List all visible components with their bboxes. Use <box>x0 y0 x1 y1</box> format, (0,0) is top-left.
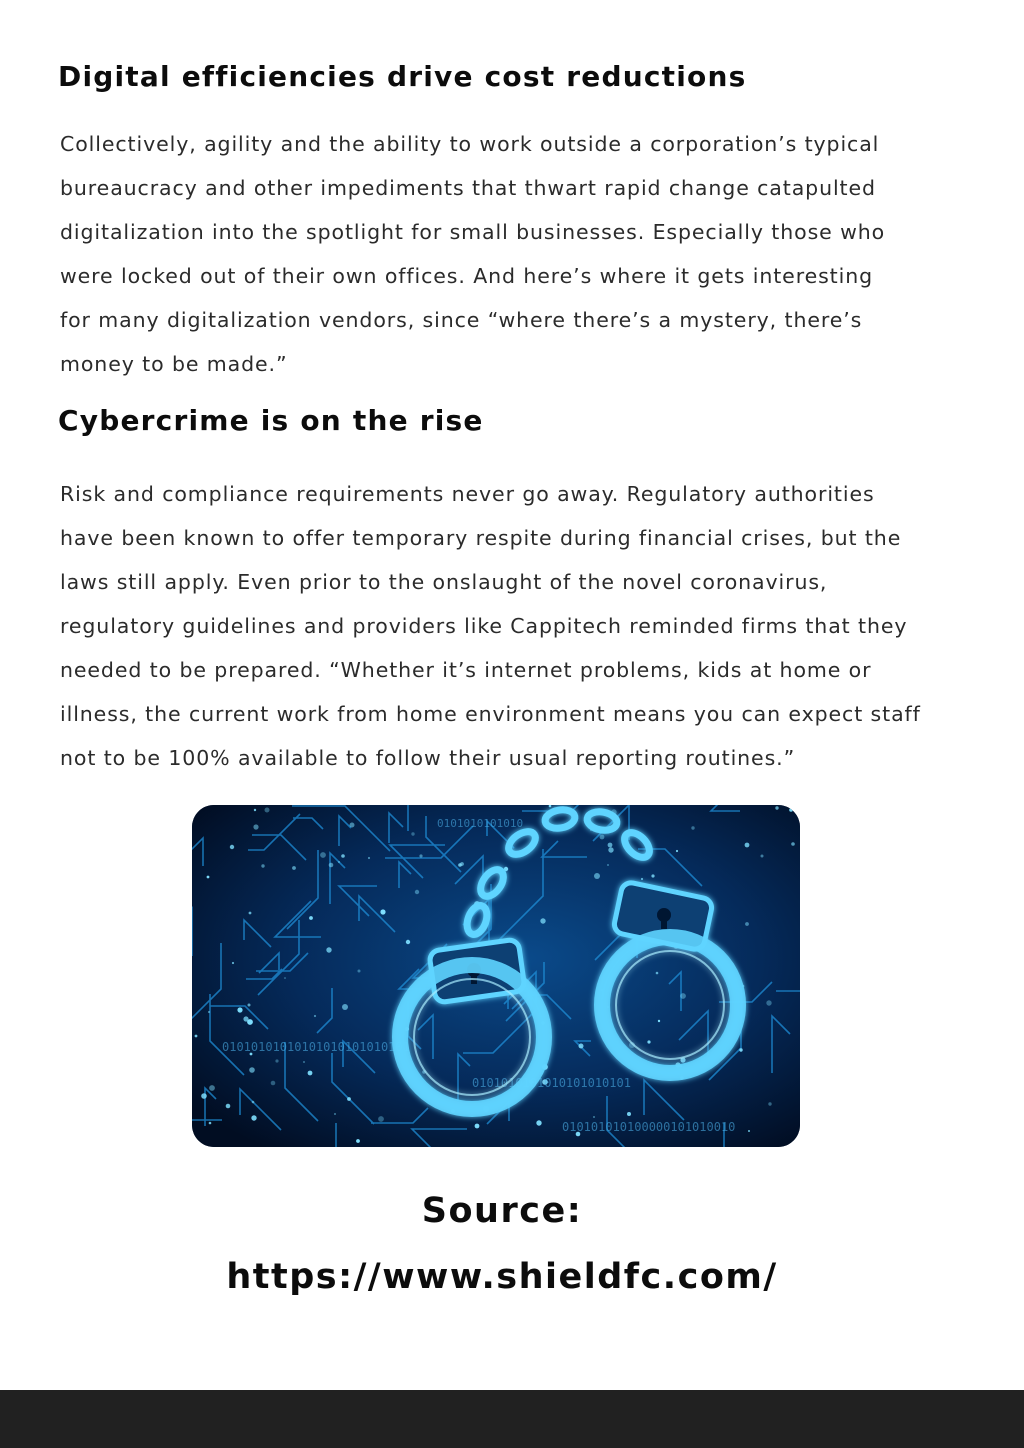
circuit-node <box>347 1097 351 1101</box>
circuit-node <box>415 890 419 894</box>
circuit-node <box>608 847 613 852</box>
circuit-node <box>419 854 422 857</box>
circuit-node <box>380 909 385 914</box>
paragraph-line: regulatory guidelines and providers like Cappitech reminded firms that they <box>60 614 908 638</box>
circuit-node <box>314 1015 316 1017</box>
paragraph-line: bureaucracy and other impediments that thwart rapid change catapulted <box>60 176 876 200</box>
circuit-node <box>261 864 264 867</box>
circuit-node <box>275 1059 278 1062</box>
circuit-node <box>593 1116 595 1118</box>
circuit-node <box>608 843 613 848</box>
circuit-node <box>358 970 361 973</box>
paragraph-line: not to be 100% available to follow their usual reporting routines.” <box>60 746 796 770</box>
circuit-node <box>249 912 252 915</box>
paragraph-line: Collectively, agility and the ability to work outside a corporation’s typical <box>60 132 880 156</box>
circuit-node <box>271 1081 276 1086</box>
paragraph-line: for many digitalization vendors, since “where there’s a mystery, there’s <box>60 308 863 332</box>
paragraph-line: needed to be prepared. “Whether it’s internet problems, kids at home or <box>60 658 872 682</box>
binary-text: 01010101010101010101010101 <box>222 1040 410 1054</box>
source-url: https://www.shieldfc.com/ <box>226 1257 778 1297</box>
circuit-node <box>739 1048 742 1051</box>
circuit-node <box>368 857 370 859</box>
circuit-node <box>607 864 609 866</box>
circuit-node <box>656 972 659 975</box>
source-citation <box>0 1186 1004 1318</box>
circuit-node <box>768 1102 771 1105</box>
circuit-node <box>195 1035 198 1038</box>
circuit-node <box>230 845 234 849</box>
circuit-node <box>350 823 355 828</box>
circuit-node <box>329 863 334 868</box>
paragraph-line: laws still apply. Even prior to the onslaught of the novel coronavirus, <box>60 570 828 594</box>
circuit-node <box>594 873 600 879</box>
circuit-node <box>338 861 340 863</box>
circuit-node <box>232 962 234 964</box>
circuit-node <box>745 922 749 926</box>
circuit-node <box>320 852 326 858</box>
binary-text: 0101010101010101010101 <box>472 1076 631 1090</box>
cyber-handcuffs-image <box>192 805 800 1147</box>
circuit-node <box>378 1116 384 1122</box>
circuit-node <box>680 993 686 999</box>
circuit-node <box>253 824 258 829</box>
circuit-node <box>658 1020 660 1022</box>
circuit-node <box>292 866 296 870</box>
circuit-node <box>775 806 778 809</box>
circuit-node <box>254 809 256 811</box>
circuit-node <box>789 808 793 812</box>
circuit-node <box>308 1071 313 1076</box>
circuit-node <box>237 1007 242 1012</box>
circuit-node <box>411 832 414 835</box>
circuit-node <box>342 1004 348 1010</box>
circuit-node <box>600 835 605 840</box>
circuit-node <box>201 1093 207 1099</box>
circuit-node <box>303 1061 305 1063</box>
circuit-node <box>536 1120 541 1125</box>
circuit-node <box>209 1085 215 1091</box>
source-label: Source: <box>421 1191 583 1231</box>
paragraph-line: digitalization into the spotlight for small businesses. Especially those who <box>60 220 886 244</box>
paragraph-line: have been known to offer temporary respite during financial crises, but the <box>60 526 902 550</box>
paragraph-line: were locked out of their own offices. And here’s where it gets interesting <box>60 264 873 288</box>
handcuffs-circuit-illustration <box>192 805 800 1147</box>
circuit-node <box>284 977 286 979</box>
circuit-node <box>252 1101 255 1104</box>
circuit-node <box>579 1044 584 1049</box>
circuit-node <box>627 1112 631 1116</box>
paragraph-cybercrime <box>60 472 990 780</box>
circuit-node <box>651 874 654 877</box>
circuit-node <box>761 855 764 858</box>
section-heading-cybercrime: Cybercrime is on the rise <box>58 404 484 437</box>
circuit-node <box>326 947 331 952</box>
circuit-node <box>341 854 345 858</box>
circuit-node <box>647 1040 650 1043</box>
circuit-node <box>748 1130 750 1132</box>
circuit-node <box>766 1000 771 1005</box>
section-heading-digital-efficiencies: Digital efficiencies drive cost reductions <box>58 60 747 93</box>
circuit-node <box>209 1122 212 1125</box>
paragraph-digital-efficiencies <box>60 122 990 386</box>
circuit-node <box>334 1113 336 1115</box>
circuit-node <box>243 1016 248 1021</box>
circuit-node <box>691 826 694 829</box>
circuit-node <box>641 878 643 880</box>
circuit-node <box>226 1104 231 1109</box>
binary-text: 010101010100000101010010 <box>562 1120 736 1134</box>
circuit-node <box>207 876 210 879</box>
circuit-node <box>540 918 545 923</box>
circuit-node <box>265 808 270 813</box>
circuit-node <box>406 940 410 944</box>
circuit-node <box>745 843 750 848</box>
circuit-node <box>356 1139 360 1143</box>
circuit-node <box>791 842 795 846</box>
footer-bar <box>0 1390 1024 1448</box>
circuit-node <box>676 850 678 852</box>
circuit-node <box>475 1124 480 1129</box>
circuit-node <box>251 1115 256 1120</box>
paragraph-line: illness, the current work from home environment means you can expect staff <box>60 702 921 726</box>
circuit-node <box>458 863 462 867</box>
binary-text: 0101010101010 <box>437 817 524 830</box>
circuit-node <box>248 1004 251 1007</box>
circuit-node <box>208 1011 210 1013</box>
circuit-node <box>309 916 313 920</box>
paragraph-line: money to be made.” <box>60 352 288 376</box>
circuit-node <box>249 1067 255 1073</box>
paragraph-line: Risk and compliance requirements never go away. Regulatory authorities <box>60 482 875 506</box>
